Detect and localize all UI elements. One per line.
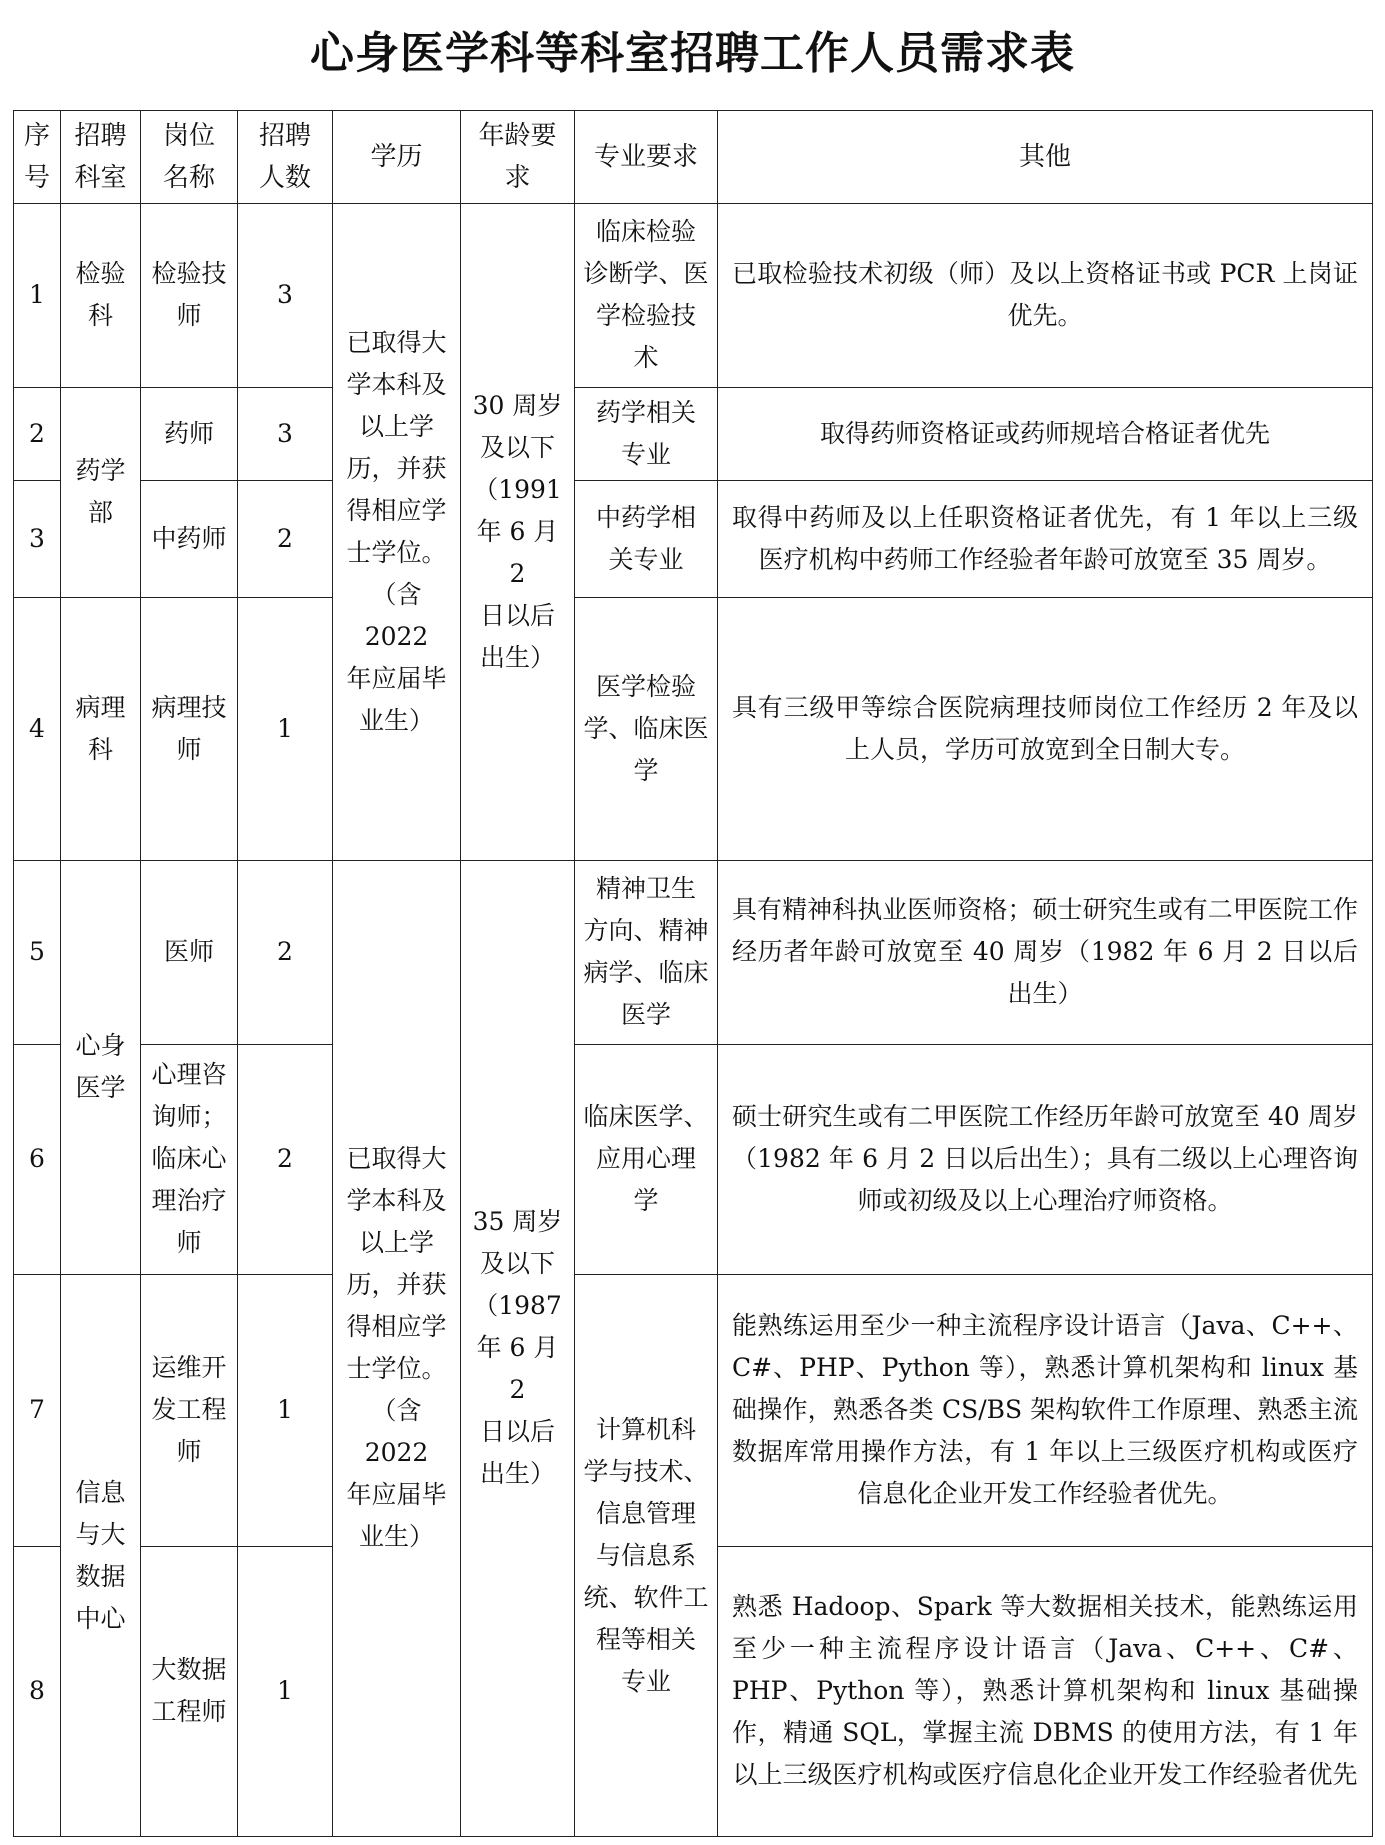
count-cell: 2 [238, 480, 333, 597]
page-title: 心身医学科等科室招聘工作人员需求表 [310, 28, 1075, 79]
count-cell: 2 [238, 860, 333, 1044]
major-cell: 中药学相 关专业 [575, 480, 718, 597]
post-cell: 大数据 工程师 [141, 1546, 238, 1836]
other-cell: 取得药师资格证或药师规培合格证者优先 [718, 388, 1373, 481]
seq-cell: 4 [14, 597, 61, 860]
header-dept: 招聘 科室 [61, 111, 141, 204]
table-row [14, 203, 1373, 387]
other-cell: 熟悉 Hadoop、Spark 等大数据相关技术，能熟练运用至少一种主流程序设计语言（Java、C++、C#、PHP、Python 等），熟悉计算机架构和 linux 基础操作，精通 SQL，掌握主流 DBMS 的使用方法，有 1 年以上三级医疗机构或医疗信息化企业开发工作经验者优先 [718, 1546, 1373, 1836]
age-cell: 30 周岁 及以下 （1991 年 6 月 2 日以后 出生） [461, 203, 575, 860]
table-row [14, 480, 1373, 597]
header-seq: 序 号 [14, 111, 61, 204]
table-row [14, 1275, 1373, 1547]
count-cell: 3 [238, 203, 333, 387]
major-cell: 临床检验 诊断学、医 学检验技 术 [575, 203, 718, 387]
dept-cell: 检验 科 [61, 203, 141, 387]
seq-cell: 6 [14, 1044, 61, 1274]
seq-cell: 2 [14, 388, 61, 481]
edu-cell: 已取得大 学本科及 以上学 历，并获 得相应学 士学位。 （含 2022 年应届毕 业生） [333, 860, 461, 1837]
table-row [14, 860, 1373, 1044]
header-post: 岗位 名称 [141, 111, 238, 204]
post-cell: 运维开 发工程 师 [141, 1275, 238, 1547]
other-cell: 具有三级甲等综合医院病理技师岗位工作经历 2 年及以上人员，学历可放宽到全日制大专。 [718, 597, 1373, 860]
other-cell: 取得中药师及以上任职资格证者优先，有 1 年以上三级医疗机构中药师工作经验者年龄可放宽至 35 周岁。 [718, 480, 1373, 597]
seq-cell: 1 [14, 203, 61, 387]
count-cell: 1 [238, 597, 333, 860]
count-cell: 1 [238, 1546, 333, 1836]
header-edu: 学历 [333, 111, 461, 204]
dept-cell: 信息 与大 数据 中心 [61, 1275, 141, 1837]
post-cell: 中药师 [141, 480, 238, 597]
seq-cell: 7 [14, 1275, 61, 1547]
major-cell: 药学相关 专业 [575, 388, 718, 481]
header-age: 年龄要 求 [461, 111, 575, 204]
seq-cell: 3 [14, 480, 61, 597]
header-major: 专业要求 [575, 111, 718, 204]
header-count: 招聘 人数 [238, 111, 333, 204]
table-row [14, 388, 1373, 481]
post-cell: 检验技 师 [141, 203, 238, 387]
dept-cell: 病理 科 [61, 597, 141, 860]
count-cell: 1 [238, 1275, 333, 1547]
post-cell: 心理咨 询师； 临床心 理治疗 师 [141, 1044, 238, 1274]
major-cell: 医学检验 学、临床医 学 [575, 597, 718, 860]
major-cell: 计算机科 学与技术、 信息管理 与信息系 统、软件工 程等相关 专业 [575, 1275, 718, 1837]
other-cell: 能熟练运用至少一种主流程序设计语言（Java、C++、C#、PHP、Python 等），熟悉计算机架构和 linux 基础操作，熟悉各类 CS/BS 架构软件工作原理、熟悉主流数据库常用操作方法，有 1 年以上三级医疗机构或医疗信息化企业开发工作经验者优先。 [718, 1275, 1373, 1547]
other-cell: 具有精神科执业医师资格；硕士研究生或有二甲医院工作经历者年龄可放宽至 40 周岁（1982 年 6 月 2 日以后出生） [718, 860, 1373, 1044]
post-cell: 药师 [141, 388, 238, 481]
other-cell: 硕士研究生或有二甲医院工作经历年龄可放宽至 40 周岁（1982 年 6 月 2 日以后出生）；具有二级以上心理咨询师或初级及以上心理治疗师资格。 [718, 1044, 1373, 1274]
seq-cell: 5 [14, 860, 61, 1044]
post-cell: 病理技 师 [141, 597, 238, 860]
count-cell: 2 [238, 1044, 333, 1274]
seq-cell: 8 [14, 1546, 61, 1836]
count-cell: 3 [238, 388, 333, 481]
post-cell: 医师 [141, 860, 238, 1044]
table-row [14, 597, 1373, 860]
age-cell: 35 周岁 及以下 （1987 年 6 月 2 日以后 出生） [461, 860, 575, 1837]
edu-cell: 已取得大 学本科及 以上学 历，并获 得相应学 士学位。 （含 2022 年应届毕 业生） [333, 203, 461, 860]
table-row [14, 1044, 1373, 1274]
major-cell: 精神卫生 方向、精神 病学、临床 医学 [575, 860, 718, 1044]
major-cell: 临床医学、 应用心理 学 [575, 1044, 718, 1274]
recruitment-table [13, 110, 1373, 1837]
dept-cell: 心身 医学 [61, 860, 141, 1275]
header-row [14, 111, 1373, 204]
dept-cell: 药学 部 [61, 388, 141, 597]
header-other: 其他 [718, 111, 1373, 204]
other-cell: 已取检验技术初级（师）及以上资格证书或 PCR 上岗证优先。 [718, 203, 1373, 387]
